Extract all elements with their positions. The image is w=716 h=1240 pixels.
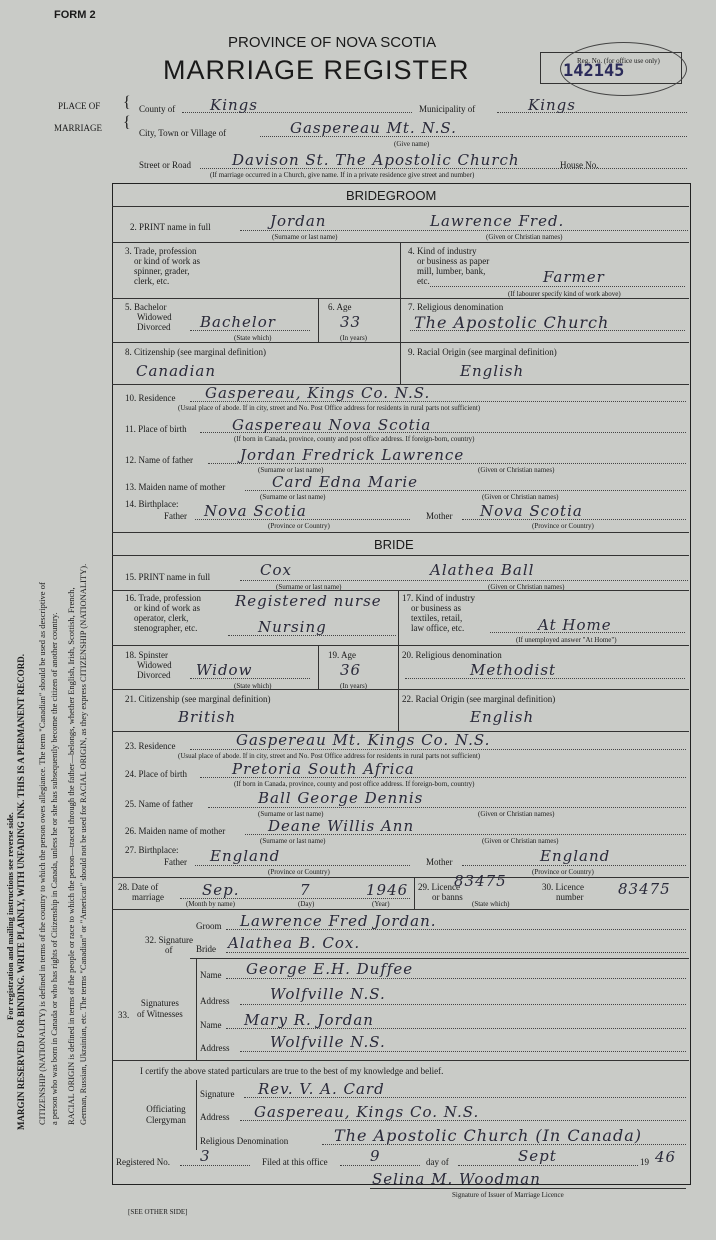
groom-industry: Farmer	[543, 268, 605, 286]
bride-birthplace: Pretoria South Africa	[232, 760, 415, 778]
groom-residence: Gaspereau, Kings Co. N.S.	[205, 384, 431, 402]
form-body	[112, 183, 691, 1185]
f5-label: 5. Bachelor Widowed Divorced	[125, 302, 172, 332]
groom-father: Jordan Fredrick Lawrence	[240, 446, 465, 464]
registered-label: Registered No.	[116, 1157, 170, 1167]
f13-given-note: (Given or Christian names)	[482, 493, 559, 501]
f10-label: 10. Residence	[125, 393, 176, 403]
form-number: FORM 2	[54, 9, 96, 21]
bride-father: Ball George Dennis	[258, 789, 424, 807]
f29-label: 29. Licence or banns	[418, 882, 463, 902]
f2-given-note: (Given or Christian names)	[486, 233, 563, 241]
bride-age: 36	[340, 661, 362, 679]
province-heading: PROVINCE OF NOVA SCOTIA	[228, 34, 437, 51]
give-name-note: (Give name)	[394, 140, 430, 148]
f3-label: 3. Trade, profession or kind of work as spinner, grader, clerk, etc.	[125, 246, 200, 286]
groom-signature: Lawrence Fred Jordan.	[240, 912, 437, 930]
bride-surname: Cox	[260, 561, 292, 579]
registered-number: 3	[200, 1147, 211, 1165]
bride-industry: At Home	[538, 616, 612, 634]
margin-instructions: For registration and mailing instructions see reverse side.	[5, 812, 15, 1020]
margin-racial-1: RACIAL ORIGIN is defined in terms of the people or race to which the person—traced through the father—belongs, whether English, Irish, Scottish, French,	[66, 587, 76, 1125]
f25-sur-note: (Surname or last name)	[258, 810, 324, 818]
f6-label: 6. Age	[328, 302, 352, 312]
f23-label: 23. Residence	[125, 741, 176, 751]
marriage-day: 7	[300, 881, 311, 899]
place-label: PLACE OF	[58, 101, 101, 111]
f19-note: (In years)	[340, 682, 368, 690]
f27-note-2: (Province or Country)	[532, 868, 594, 876]
municipality-label: Municipality of	[419, 104, 476, 114]
groom-mother-birthplace: Nova Scotia	[480, 502, 583, 520]
month-note: (Month by name)	[186, 900, 235, 908]
f12-sur-note: (Surname or last name)	[258, 466, 324, 474]
f13-label: 13. Maiden name of mother	[125, 482, 226, 492]
bride-mother-birthplace: England	[540, 847, 611, 865]
f15-given-note: (Given or Christian names)	[488, 583, 565, 591]
f13-sur-note: (Surname or last name)	[260, 493, 326, 501]
bride-trade-1: Registered nurse	[235, 592, 382, 610]
f26-label: 26. Maiden name of mother	[125, 826, 226, 836]
f8-label: 8. Citizenship (see marginal definition)	[125, 347, 267, 357]
f24-note: (If born in Canada, province, county and post office address. If foreign-born, country)	[234, 780, 475, 788]
brace: {	[123, 94, 131, 111]
witness1-address: Wolfville N.S.	[270, 985, 386, 1003]
f27-father: Father	[164, 857, 187, 867]
f15-label: 15. PRINT name in full	[125, 572, 211, 582]
clergy-religion: The Apostolic Church (In Canada)	[334, 1126, 642, 1145]
bride-religion: Methodist	[470, 661, 557, 679]
margin-binding-note: MARGIN RESERVED FOR BINDING. WRITE PLAINLY, WITH UNFADING INK. THIS IS A PERMANENT RECORD.	[16, 653, 26, 1130]
witness2-address: Wolfville N.S.	[270, 1033, 386, 1051]
witness-label: Signatures of Witnesses	[137, 998, 183, 1019]
see-other-side: [SEE OTHER SIDE]	[128, 1208, 188, 1216]
reg-number-label: Reg. No. (for office use only)	[577, 57, 660, 65]
bride-trade-2: Nursing	[258, 618, 327, 636]
witness1-name: George E.H. Duffee	[246, 960, 414, 978]
groom-racial: English	[460, 362, 525, 380]
county-value: Kings	[210, 96, 258, 114]
brace-2: {	[123, 114, 131, 131]
w2-name-label: Name	[200, 1020, 222, 1030]
f24-label: 24. Place of birth	[125, 769, 187, 779]
clergy-addr-label: Address	[200, 1112, 230, 1122]
w1-addr-label: Address	[200, 996, 230, 1006]
filed-year: 46	[655, 1148, 677, 1166]
f9-label: 9. Racial Origin (see marginal definition)	[408, 347, 557, 357]
f14-mother: Mother	[426, 511, 453, 521]
f29-note: (State which)	[472, 900, 510, 908]
f32-label: 32. Signature of	[145, 935, 193, 955]
street-value: Davison St. The Apostolic Church	[232, 151, 520, 169]
f11-note: (If born in Canada, province, county and post office address. If foreign-born, country)	[234, 435, 475, 443]
f14-father: Father	[164, 511, 187, 521]
f28-label: 28. Date of marriage	[118, 882, 164, 902]
groom-status: Bachelor	[200, 313, 276, 331]
margin-citizenship-1: CITIZENSHIP (NATIONALITY) is defined in terms of the country to which the person owes allegiance. The term "Canadian" should be used as descriptive of	[37, 582, 47, 1125]
bride-given: Alathea Ball	[430, 561, 535, 579]
licence-number: 83475	[618, 880, 671, 898]
filed-label: Filed at this office	[262, 1157, 328, 1167]
municipality-value: Kings	[528, 96, 576, 114]
f19-label: 19. Age	[328, 650, 356, 660]
place-label-2: MARRIAGE	[54, 123, 103, 133]
f17-label: 17. Kind of industry or business as textiles, retail, law office, etc.	[402, 593, 475, 633]
street-label: Street or Road	[139, 160, 191, 170]
f2-sur-note: (Surname or last name)	[272, 233, 338, 241]
bride-heading: BRIDE	[374, 537, 414, 552]
bride-residence: Gaspereau Mt. Kings Co. N.S.	[236, 731, 491, 749]
f18-note: (State which)	[234, 682, 272, 690]
bridegroom-heading: BRIDEGROOM	[346, 188, 437, 203]
county-label: County of	[139, 104, 176, 114]
groom-father-birthplace: Nova Scotia	[204, 502, 307, 520]
issuer-note: Signature of Issuer of Marriage Licence	[452, 1191, 564, 1199]
f21-label: 21. Citizenship (see marginal definition)	[125, 694, 271, 704]
margin-citizenship-2: a person who was born in Canada or who has rights of Citizenship in Canada, unless he or she has subsequently become the citizen of another country.	[49, 612, 59, 1125]
groom-surname: Jordan	[270, 212, 327, 230]
f14-note: (Province or Country)	[268, 522, 330, 530]
f27-label: 27. Birthplace:	[125, 845, 179, 855]
year-note: (Year)	[372, 900, 390, 908]
stamp-oval	[560, 42, 687, 96]
f22-label: 22. Racial Origin (see marginal definition)	[402, 694, 556, 704]
groom-citizenship: Canadian	[136, 362, 217, 380]
certify-text: I certify the above stated particulars are true to the best of my knowledge and belief.	[140, 1066, 444, 1076]
f26-given-note: (Given or Christian names)	[482, 837, 559, 845]
officiating-label: Officiating Clergyman	[146, 1104, 186, 1125]
marriage-month: Sep.	[202, 881, 240, 899]
bride-citizenship: British	[178, 708, 237, 726]
clergy-relig-label: Religious Denomination	[200, 1136, 289, 1146]
dayof-label: day of	[426, 1157, 449, 1167]
filed-month: Sept	[518, 1147, 557, 1165]
margin-racial-2: German, Russian, Ukrainian, etc. The terms "Canadian" or "American" should not be used for RACIAL ORIGIN, as they express CITIZENSHIP (NATIONALITY).	[78, 563, 88, 1125]
clergy-address: Gaspereau, Kings Co. N.S.	[254, 1103, 480, 1121]
f18-label: 18. Spinster Widowed Divorced	[125, 650, 172, 680]
f12-label: 12. Name of father	[125, 455, 193, 465]
f33-label: 33.	[118, 1010, 130, 1020]
f4-note: (If labourer specify kind of work above)	[508, 290, 621, 298]
clergy-sig-label: Signature	[200, 1089, 235, 1099]
w2-addr-label: Address	[200, 1043, 230, 1053]
f4-label: 4. Kind of industry or business as paper mill, lumber, bank, etc.	[408, 246, 490, 286]
groom-sig-label: Groom	[196, 921, 222, 931]
reg-number: 142145	[563, 61, 625, 81]
groom-age: 33	[340, 313, 362, 331]
bride-sig-label: Bride	[196, 944, 216, 954]
f12-given-note: (Given or Christian names)	[478, 466, 555, 474]
groom-mother: Card Edna Marie	[272, 473, 419, 491]
groom-given: Lawrence Fred.	[430, 212, 565, 230]
f2-label: 2. PRINT name in full	[130, 222, 211, 232]
f14-note-2: (Province or Country)	[532, 522, 594, 530]
f27-note: (Province or Country)	[268, 868, 330, 876]
f10-note: (Usual place of abode. If in city, street and No. Post Office address for residents in rural parts not sufficient)	[178, 404, 481, 412]
bride-signature: Alathea B. Cox.	[228, 934, 361, 952]
filed-day: 9	[370, 1147, 381, 1165]
year-prefix: 19	[640, 1157, 649, 1167]
f11-label: 11. Place of birth	[125, 424, 187, 434]
f14-label: 14. Birthplace:	[125, 499, 179, 509]
marriage-year: 1946	[366, 881, 409, 899]
house-label: House No.	[560, 160, 599, 170]
f26-sur-note: (Surname or last name)	[260, 837, 326, 845]
street-note: (If marriage occurred in a Church, give name. If in a private residence give street and number)	[210, 171, 475, 179]
groom-religion: The Apostolic Church	[414, 313, 610, 332]
f5-note: (State which)	[234, 334, 272, 342]
licence-or-banns: 83475	[454, 872, 507, 890]
city-label: City, Town or Village of	[139, 128, 227, 138]
f25-label: 25. Name of father	[125, 799, 193, 809]
f23-note: (Usual place of abode. If in city, street and No. Post Office address for residents in rural parts not sufficient)	[178, 752, 481, 760]
issuer-signature: Selina M. Woodman	[372, 1170, 541, 1188]
f6-note: (In years)	[340, 334, 368, 342]
witness2-name: Mary R. Jordan	[244, 1011, 374, 1029]
f25-given-note: (Given or Christian names)	[478, 810, 555, 818]
f7-label: 7. Religious denomination	[408, 302, 504, 312]
f27-mother: Mother	[426, 857, 453, 867]
groom-birthplace: Gaspereau Nova Scotia	[232, 416, 432, 434]
f20-label: 20. Religious denomination	[402, 650, 502, 660]
bride-father-birthplace: England	[210, 847, 281, 865]
city-value: Gaspereau Mt. N.S.	[290, 119, 457, 137]
bride-status: Widow	[196, 661, 253, 679]
bride-mother: Deane Willis Ann	[268, 817, 415, 835]
day-note: (Day)	[298, 900, 315, 908]
w1-name-label: Name	[200, 970, 222, 980]
clergy-signature: Rev. V. A. Card	[258, 1080, 385, 1098]
f16-label: 16. Trade, profession or kind of work as operator, clerk, stenographer, etc.	[125, 593, 201, 633]
f30-label: 30. Licence number	[542, 882, 584, 902]
f17-note: (If unemployed answer "At Home")	[516, 636, 617, 644]
f15-sur-note: (Surname or last name)	[276, 583, 342, 591]
page-title: MARRIAGE REGISTER	[163, 55, 470, 85]
bride-racial: English	[470, 708, 535, 726]
